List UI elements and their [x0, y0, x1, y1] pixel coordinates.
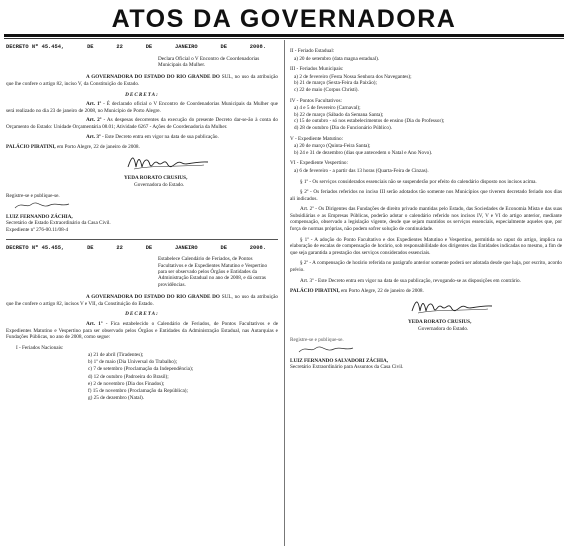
- decree-1-signer-role: Governadora do Estado.: [134, 181, 185, 188]
- column-divider: [284, 40, 285, 546]
- decree-1-art2: [6, 117, 278, 130]
- decree-2-header: [6, 245, 266, 252]
- decree-1-art1: [6, 101, 278, 114]
- decree-number: DECRETO Nº 45.455,: [6, 244, 65, 251]
- list-item: b) 22 de março (Sábado da Semana Santa);: [294, 111, 384, 118]
- list-item: d) 28 de outubro (Dia do Funcionário Público).: [294, 124, 392, 131]
- secretary-signature: [296, 343, 356, 355]
- pontos-facultativos-list: [294, 105, 562, 131]
- article-2-paragraph-2: § 2º - A compensação de horário referida no parágrafo anterior somente poderá ser adotada desde que haja, por escrito, acordo prévio.: [290, 260, 562, 274]
- right-column: [290, 44, 562, 371]
- decree-year: 2008.: [249, 244, 266, 251]
- section-expediente-matutino: V - Expediente Matutino:: [290, 135, 344, 142]
- decree-1-header: [6, 44, 266, 51]
- governor-signature: [124, 153, 214, 173]
- list-item: a) 4 e 5 de fevereiro (Carnaval);: [294, 105, 361, 112]
- list-item: b) 24 e 31 de dezembro (dias que antecedem o Natal e Ano Novo).: [294, 149, 433, 156]
- decree-day: 22: [116, 44, 123, 50]
- decree-de: DE: [220, 44, 227, 50]
- art-text: - É declarado oficial o V Encontro de Coordenadorias Municipais da Mulher que será realizado no dia 23 de janeiro de 2008, no Município de Porto Alegre.: [6, 101, 278, 114]
- list-item: b) 21 de março (Sexta-Feira da Paixão);: [294, 80, 377, 87]
- preamble-rest: SUL, no uso da atribuição que lhe confere o artigo 82, inciso V, da Constituição do Estado.: [6, 74, 278, 87]
- article-3: Art. 3º - Este Decreto entra em vigor na data de sua publicação, revogando-se as disposições em contrário.: [300, 277, 521, 284]
- decree-1-register: Registre-se e publique-se.: [6, 192, 60, 199]
- list-item: a) 20 de setembro (data magna estadual).: [294, 55, 380, 62]
- list-item: d) 12 de outubro (Padroeira do Brasil);: [88, 373, 169, 380]
- feriados-nacionais-list: [88, 352, 278, 401]
- decree-de: DE: [220, 244, 227, 251]
- decree-day: 22: [116, 244, 123, 251]
- art-text: - Este Decreto entra em vigor na data de sua publicação.: [101, 133, 219, 140]
- feriados-municipais-list: [294, 74, 562, 94]
- expediente-matutino-list: [294, 143, 562, 156]
- preamble-lead: A GOVERNADORA DO ESTADO DO RIO GRANDE DO: [86, 74, 220, 81]
- decree-1-preamble: [6, 74, 278, 87]
- paragraph-2: § 2º - Os feriados referidos no inciso III serão adotados tão somente nos Municípios que tiverem decretado feriado nos dias ali indicados.: [290, 189, 562, 202]
- palacio-text: em Porto Alegre, 22 de janeiro de 2008.: [340, 288, 424, 295]
- list-item: g) 25 de dezembro (Natal).: [88, 394, 145, 401]
- list-item: c) 7 de setembro (Proclamação da Independência);: [88, 366, 194, 373]
- list-item: a) 6 de fevereiro - a partir das 13 horas (Quarta-Feira de Cinzas).: [294, 167, 429, 174]
- decree-1-art3: [6, 134, 278, 141]
- list-item: c) 22 de maio (Corpus Christi).: [294, 86, 359, 93]
- palacio-label: PALÁCIO PIRATINI,: [290, 288, 340, 295]
- decree-1-secretary-name: LUIZ FERNANDO ZÁCHIA,: [6, 213, 73, 220]
- masthead-title: ATOS DA GOVERNADORA: [111, 5, 457, 33]
- article-2-paragraph-1: § 1º - A adoção do Ponto Facultativo e dos Expedientes Matutino e Vespertino, permitida no caput do artigo, implica na elaboração de escalas de compensação de horário, sob responsabilidade dos dirigentes das Entidades indicadas no mesmo, a fim de que seja garantida a prestação dos serviços considerados essenciais.: [290, 236, 562, 256]
- decree-1-decreta: DECRETA:: [125, 91, 159, 98]
- section-feriados-municipais: III - Feriados Municipais:: [290, 66, 344, 73]
- decree-2-decreta: DECRETA:: [125, 311, 159, 318]
- left-column: [6, 44, 278, 402]
- decree-2-preamble: [6, 294, 278, 307]
- governor-signature: [408, 297, 498, 317]
- section-feriado-estadual: II - Feriado Estadual:: [290, 48, 335, 54]
- section-expediente-vespertino: VI - Expediente Vespertino:: [290, 160, 348, 167]
- list-item: b) 1º de maio (Dia Universal do Trabalho);: [88, 359, 178, 366]
- art-label: Art. 2º: [86, 117, 102, 124]
- decree-de: DE: [87, 44, 94, 50]
- expediente-vespertino-list: [294, 168, 562, 175]
- decree-1-palacio: [6, 144, 278, 151]
- section-pontos-facultativos: IV - Pontos Facultativos:: [290, 97, 342, 104]
- decree-1-ementa: Declara Oficial o V Encontro de Coordenadorias Municipais da Mulher.: [158, 55, 260, 68]
- article-2: Art. 2º - Os Dirigentes das Fundações de direito privado mantidas pelo Estado, das Sociedades de Economia Mista e das suas Subsidiárias e as Empresas Públicas, poderão adotar o calendário referido nos incisos IV, V e VI do artigo anterior, mediante compensação, observado a legislação vigente, desde que sejam mantidos os serviços essenciais, especialmente aqueles que, por força de normas próprias, não podem sofrer solução de continuidade.: [290, 206, 562, 233]
- decree-year: 2008.: [249, 44, 266, 50]
- decree-2-signer-role: Governadora do Estado.: [418, 326, 469, 332]
- header-rule: [4, 38, 564, 39]
- decree-2-secretary-role: Secretário Extraordinário para Assuntos da Casa Civil.: [290, 364, 404, 371]
- art-label: Art. 1º: [86, 320, 103, 327]
- list-item: a) 20 de março (Quinta-Feira Santa);: [294, 143, 371, 150]
- section-feriados-nacionais: I - Feriados Nacionais:: [16, 344, 64, 351]
- decree-2-register: Registre-se e publique-se.: [290, 336, 344, 343]
- decree-1-secretary-role: Secretário de Estado Extraordinário da Casa Civil.: [6, 220, 111, 227]
- art-text: - As despesas decorrentes da execução do presente Decreto dar-se-ão à conta do Orçamento do Estado: Unidade Orçamentária 08.01; Atividade 6267 - Ações de Coordenadoria da Mulher.: [6, 117, 278, 130]
- feriado-estadual-list: [294, 56, 562, 63]
- art-text: - Fica estabelecido o Calendário de Feriados, de Pontos Facultativos e de Expedientes Matutino e Vespertino para ser observado pelos Órgãos e Entidades da Administração Estadual, nas Autarquias e Fundações Públicas, no ano de 2008, como segue:: [6, 320, 278, 341]
- paragraph-1: § 1º - Os serviços considerados essenciais não se suspenderão por efeito do calendário disposto nos incisos acima.: [300, 178, 537, 185]
- decree-2-signer-name: YEDA RORATO CRUSIUS,: [408, 319, 472, 326]
- decree-number: DECRETO Nº 45.454,: [6, 44, 65, 50]
- decree-month: JANEIRO: [175, 44, 198, 50]
- palacio-label: PALÁCIO PIRATINI,: [6, 144, 56, 151]
- list-item: a) 2 de fevereiro (Festa Nossa Senhora dos Navegantes);: [294, 73, 412, 80]
- list-item: c) 15 de outubro - só nos estabelecimentos de ensino (Dia do Professor);: [294, 118, 445, 125]
- decree-2-art1: [6, 321, 278, 341]
- list-item: f) 15 de novembro (Proclamação da República);: [88, 387, 188, 394]
- palacio-text: em Porto Alegre, 22 de janeiro de 2008.: [56, 144, 140, 151]
- decree-2-palacio: [290, 288, 562, 295]
- decree-1-reference: Expediente nº 276-00.11/08-4: [6, 226, 69, 233]
- art-label: Art. 1º: [86, 101, 102, 108]
- decree-1-signer-name: YEDA RORATO CRUSIUS,: [124, 175, 188, 182]
- preamble-lead: A GOVERNADORA DO ESTADO DO RIO GRANDE DO: [86, 294, 220, 301]
- decree-2-secretary-name: LUIZ FERNANDO SALVADORI ZÁCHIA,: [290, 357, 389, 364]
- list-item: e) 2 de novembro (Dia dos Finados);: [88, 380, 165, 387]
- masthead: [4, 4, 564, 37]
- art-label: Art. 3º: [86, 133, 101, 140]
- secretary-signature: [12, 199, 72, 211]
- decree-separator: [6, 239, 278, 240]
- decree-month: JANEIRO: [175, 244, 198, 251]
- decree-de: DE: [87, 244, 94, 251]
- list-item: a) 21 de abril (Tiradentes);: [88, 352, 144, 359]
- decree-de: DE: [145, 44, 153, 50]
- preamble-rest: SUL, no uso da atribuição que lhe confere o artigo 82, incisos V e VII, da Constituição do Estado.: [6, 294, 278, 307]
- decree-2-ementa: Estabelece Calendário de Feriados, de Pontos Facultativos e de Expedientes Matutino e Vespertino para ser observado pelos Órgãos e Entidades da Administração Estadual no ano de 2008, e dá outras providências.: [158, 256, 268, 288]
- decree-de: DE: [145, 244, 153, 251]
